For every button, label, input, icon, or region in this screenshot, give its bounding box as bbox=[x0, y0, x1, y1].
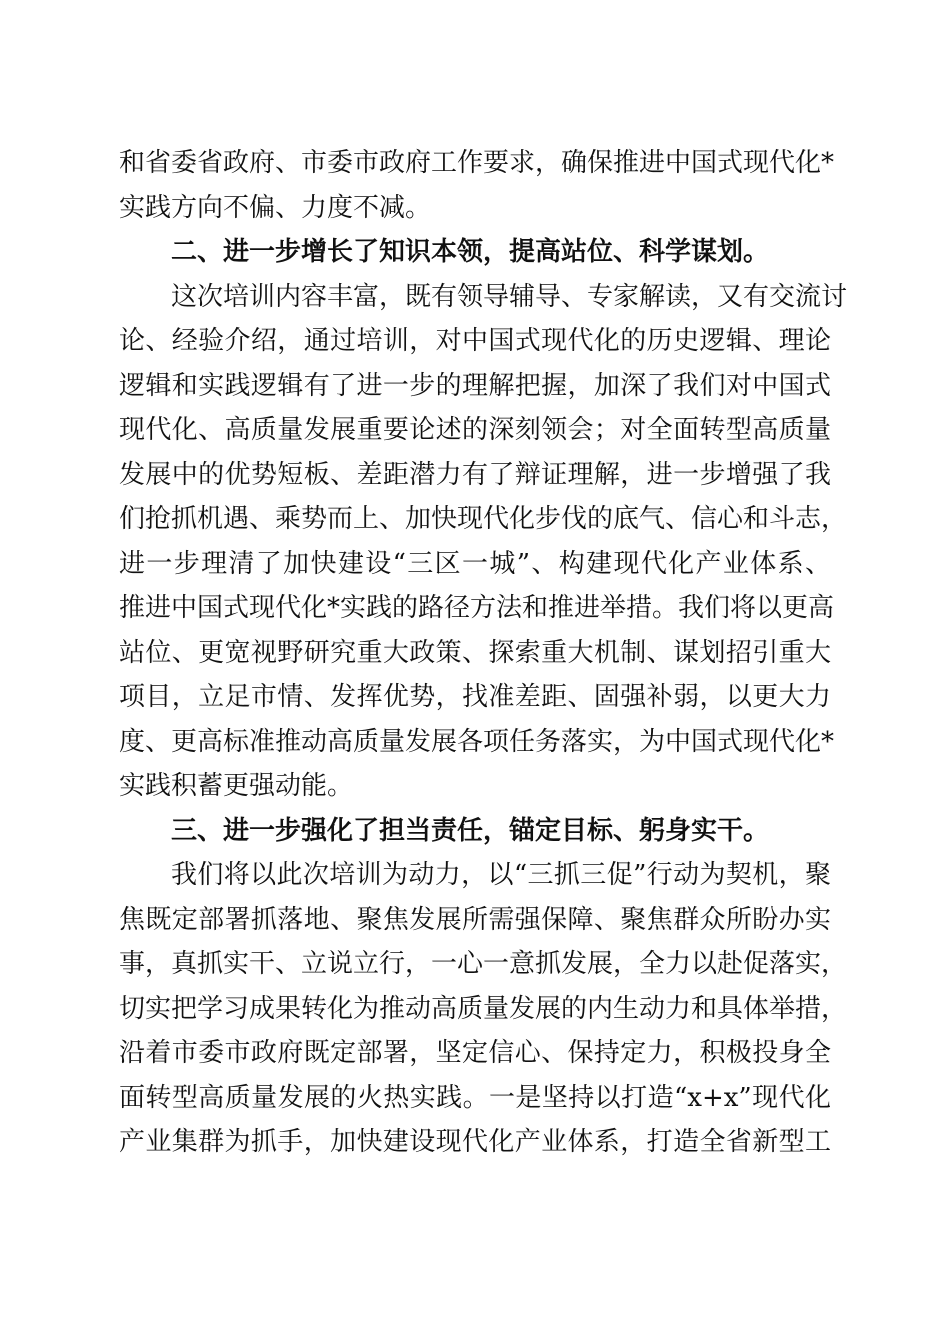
paragraph-line: 和省委省政府、市委市政府工作要求，确保推进中国式现代化* bbox=[119, 148, 835, 178]
paragraph-line: 实践积蓄更强动能。 bbox=[119, 771, 354, 801]
paragraph-line: 度、更高标准推动高质量发展各项任务落实，为中国式现代化* bbox=[119, 727, 835, 757]
paragraph-line: 现代化、高质量发展重要论述的深刻领会；对全面转型高质量 bbox=[119, 415, 831, 445]
paragraph-line: 实践方向不偏、力度不减。 bbox=[119, 193, 432, 223]
paragraph-line: 论、经验介绍，通过培训，对中国式现代化的历史逻辑、理论 bbox=[119, 326, 831, 356]
paragraph-line: 推进中国式现代化*实践的路径方法和推进举措。我们将以更高 bbox=[119, 593, 835, 623]
paragraph-line: 面转型高质量发展的火热实践。一是坚持以打造“x+x”现代化 bbox=[119, 1083, 831, 1113]
section-heading: 三、进一步强化了担当责任，锚定目标、躬身实干。 bbox=[171, 816, 770, 846]
paragraph-line: 发展中的优势短板、差距潜力有了辩证理解，进一步增强了我 bbox=[119, 460, 831, 490]
paragraph-line: 项目，立足市情、发挥优势，找准差距、固强补弱，以更大力 bbox=[119, 682, 831, 712]
paragraph-line: 切实把学习成果转化为推动高质量发展的内生动力和具体举措， bbox=[119, 994, 848, 1024]
paragraph-line: 进一步理清了加快建设“三区一城”、构建现代化产业体系、 bbox=[119, 549, 831, 579]
paragraph-line: 沿着市委市政府既定部署，坚定信心、保持定力，积极投身全 bbox=[119, 1038, 831, 1068]
paragraph-line: 事，真抓实干、立说立行，一心一意抓发展，全力以赴促落实， bbox=[119, 949, 848, 979]
paragraph-line: 站位、更宽视野研究重大政策、探索重大机制、谋划招引重大 bbox=[119, 638, 831, 668]
paragraph-line: 我们将以此次培训为动力，以“三抓三促”行动为契机，聚 bbox=[171, 860, 831, 890]
section-heading: 二、进一步增长了知识本领，提高站位、科学谋划。 bbox=[171, 237, 770, 267]
paragraph-line: 们抢抓机遇、乘势而上、加快现代化步伐的底气、信心和斗志， bbox=[119, 504, 848, 534]
paragraph-line: 这次培训内容丰富，既有领导辅导、专家解读，又有交流讨 bbox=[171, 282, 848, 312]
paragraph-line: 逻辑和实践逻辑有了进一步的理解把握，加深了我们对中国式 bbox=[119, 371, 831, 401]
paragraph-line: 产业集群为抓手，加快建设现代化产业体系，打造全省新型工 bbox=[119, 1127, 831, 1157]
paragraph-line: 焦既定部署抓落地、聚焦发展所需强保障、聚焦群众所盼办实 bbox=[119, 905, 831, 935]
